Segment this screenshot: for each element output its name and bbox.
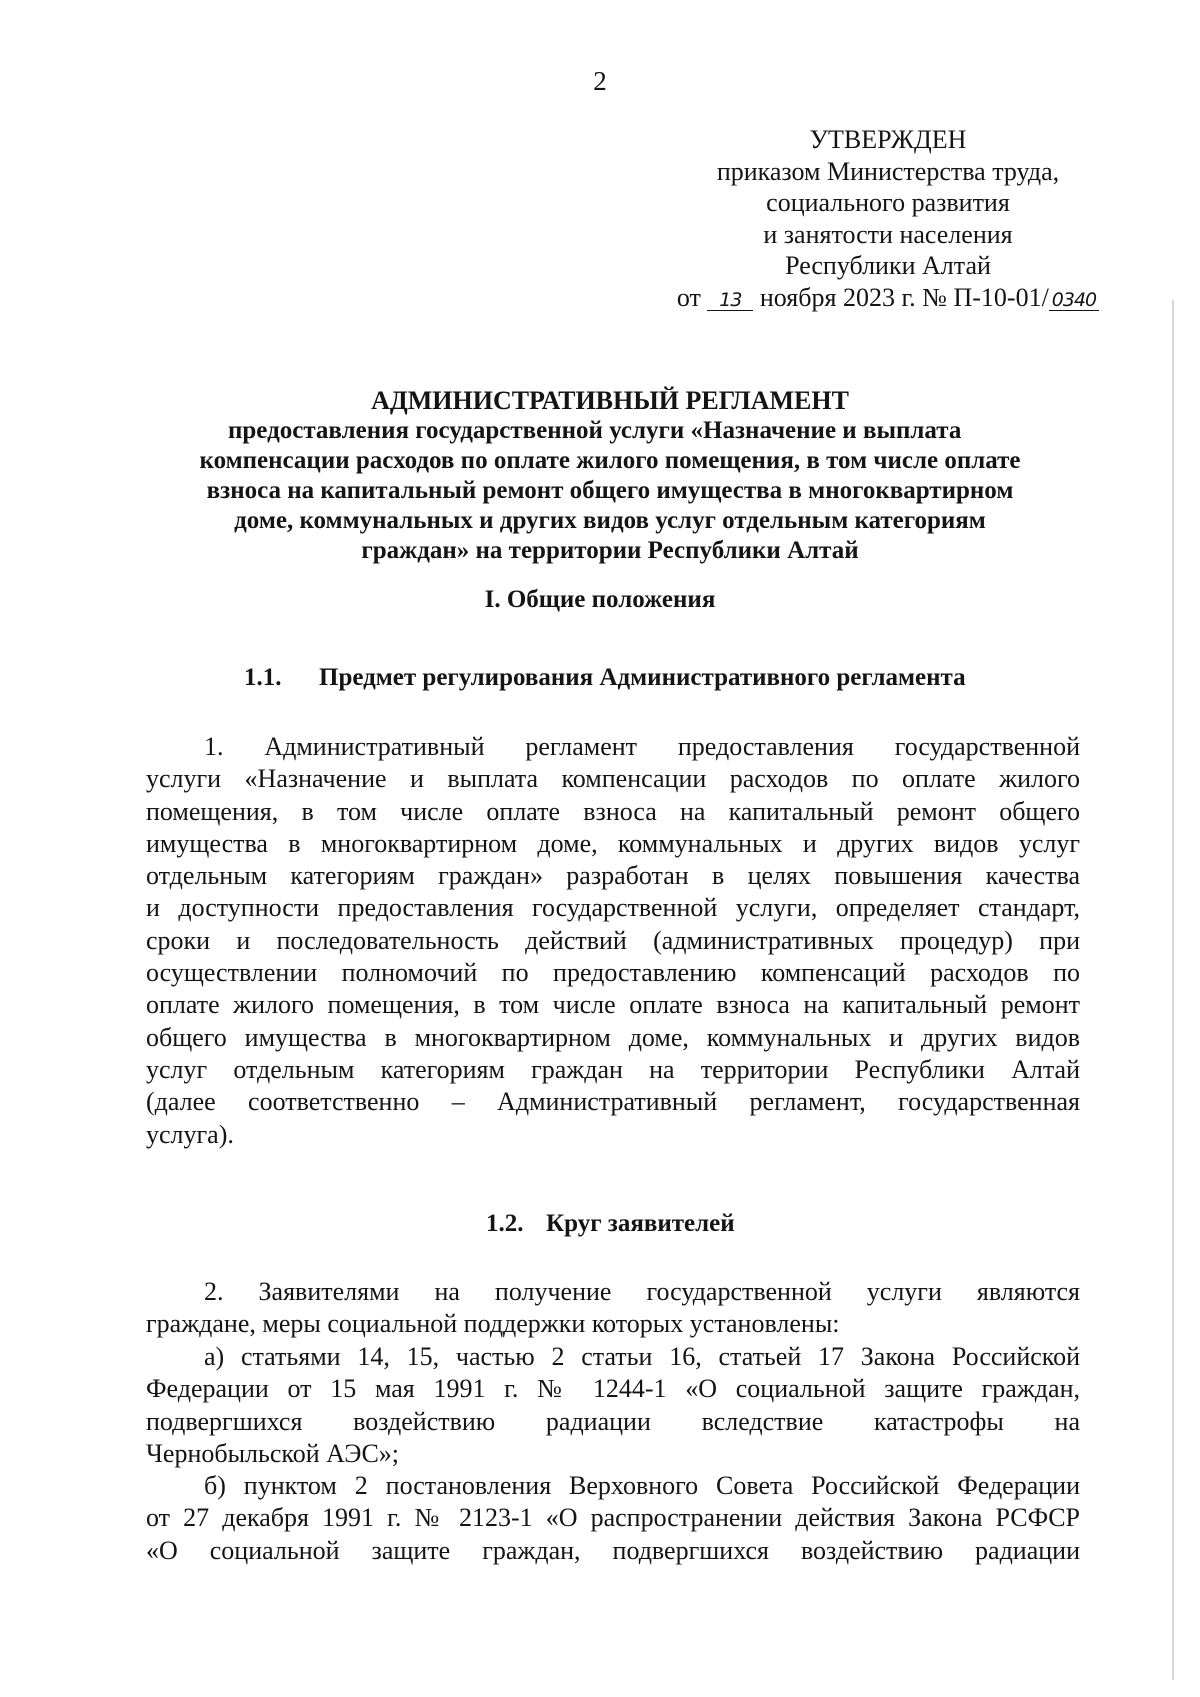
paragraph-2a	[146, 1341, 1080, 1470]
section-heading: I. Общие положения	[484, 586, 716, 613]
text-line: от 27 декабря 1991 г. № 2123-1 «О распространении действия Закона РСФСР	[146, 1503, 1080, 1533]
text-line: помещения, в том числе оплате взноса на капитальный ремонт общего	[146, 796, 1080, 826]
page-number: 2	[593, 66, 607, 96]
text-line: а) статьями 14, 15, частью 2 статьи 16, статьей 17 Закона Российской	[204, 1342, 1080, 1371]
paragraph-2	[146, 1276, 1080, 1341]
text-line: 2. Заявителями на получение государственной услуги являются	[204, 1277, 1080, 1306]
text-line: «О социальной защите граждан, подвергшихся воздействию радиации	[146, 1535, 1080, 1565]
text-line: отдельным категориям граждан» разработан в целях повышения качества	[146, 861, 1080, 891]
text-line: подвергшихся воздействию радиации вследствие катастрофы на	[146, 1406, 1080, 1436]
title-line: граждан» на территории Республики Алтай	[361, 537, 859, 564]
text-line: услуг отдельным категориям граждан на территории Республики Алтай	[146, 1054, 1080, 1084]
subsection-number: 1.2.	[486, 1210, 524, 1237]
approval-line: Республики Алтай	[785, 251, 991, 280]
subsection-number: 1.1.	[244, 664, 282, 691]
text-line: и доступности предоставления государственной услуги, определяет стандарт,	[146, 893, 1080, 923]
text-line: (далее соответственно – Административный регламент, государственная	[146, 1087, 1080, 1117]
paragraph-1	[146, 731, 1080, 1151]
subsection-heading: Предмет регулирования Административного регламента	[319, 664, 966, 691]
approval-line: и занятости населения	[763, 219, 1013, 249]
approval-title: УТВЕРЖДЕН	[809, 125, 967, 154]
title-line: компенсации расходов по оплате жилого помещения, в том числе оплате	[199, 447, 1021, 474]
title-line: взноса на капитальный ремонт общего имущества в многоквартирном	[206, 477, 1014, 504]
title-line: предоставления государственной услуги «Назначение и выплата	[228, 417, 962, 444]
text-line: услуга).	[146, 1119, 234, 1149]
scan-artifact-line	[1172, 300, 1174, 1680]
approval-line: социального развития	[766, 188, 1010, 217]
approval-line: приказом Министерства труда,	[716, 156, 1060, 186]
paragraph-2b	[146, 1470, 1080, 1567]
text-line: б) пунктом 2 постановления Верховного Совета Российской Федерации	[204, 1471, 1080, 1500]
text-line: 1. Административный регламент предоставления государственной	[204, 732, 1080, 761]
date-prefix: от	[676, 282, 701, 312]
text-line: граждане, меры социальной поддержки которых установлены:	[146, 1309, 840, 1339]
approval-stamp-block	[648, 124, 1128, 313]
document-heading: АДМИНИСТРАТИВНЫЙ РЕГЛАМЕНТ	[371, 386, 849, 415]
handwritten-order-number: 0340	[1049, 290, 1099, 311]
text-line: имущества в многоквартирном доме, коммунальных и других видов услуг	[146, 828, 1080, 858]
title-line: доме, коммунальных и других видов услуг отдельным категориям	[234, 507, 986, 534]
text-line: осуществлении полномочий по предоставлению компенсаций расходов по	[146, 958, 1080, 988]
handwritten-day: 13	[707, 290, 753, 311]
subsection-heading: Круг заявителей	[546, 1210, 735, 1237]
text-line: сроки и последовательность действий (административных процедур) при	[146, 925, 1080, 955]
date-rest: ноября 2023 г. № П-10-01/	[759, 282, 1049, 312]
approval-date-line	[648, 282, 1128, 314]
text-line: услуги «Назначение и выплата компенсации расходов по оплате жилого	[146, 764, 1080, 794]
text-line: Федерации от 15 мая 1991 г. № 1244-1 «О социальной защите граждан,	[146, 1374, 1080, 1404]
text-line: общего имущества в многоквартирном доме, коммунальных и других видов	[146, 1022, 1080, 1052]
text-line: оплате жилого помещения, в том числе оплате взноса на капитальный ремонт	[146, 990, 1080, 1020]
document-title	[140, 386, 1080, 566]
text-line: Чернобыльской АЭС»;	[146, 1438, 400, 1468]
